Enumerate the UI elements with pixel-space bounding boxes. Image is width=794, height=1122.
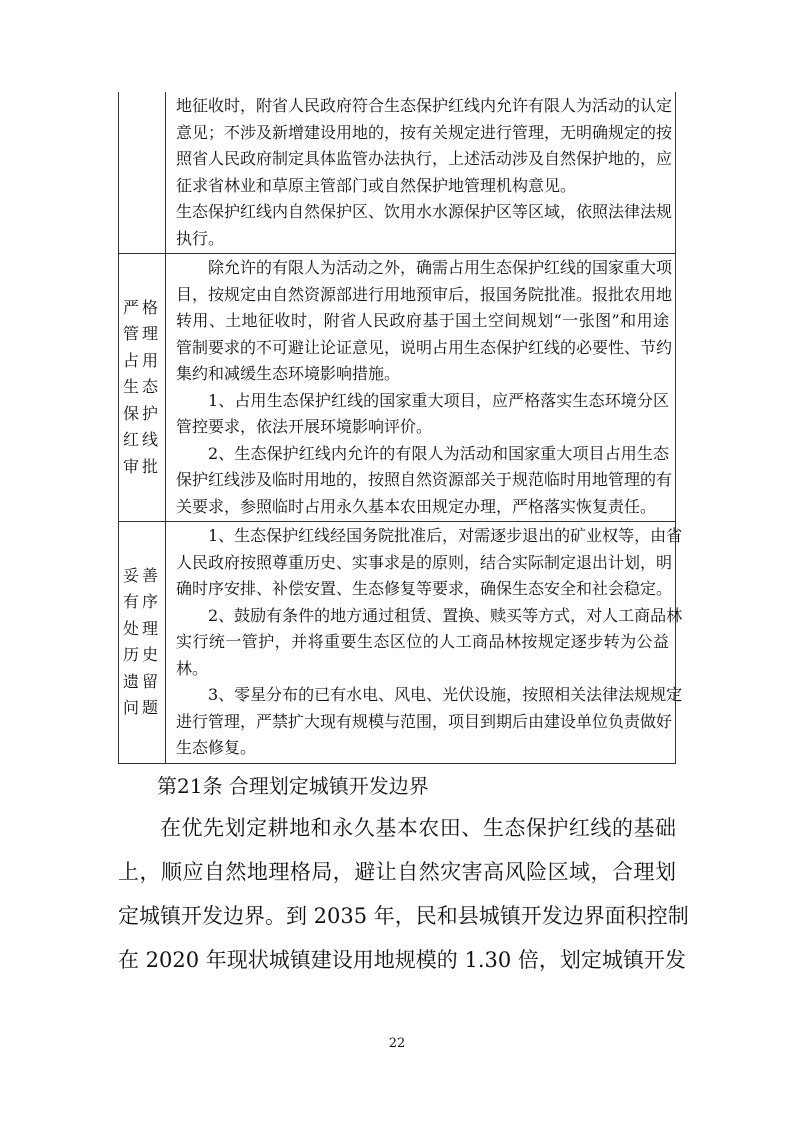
content-line: 生态保护红线内自然保护区、饮用水水源保护区等区域，依照法律法规: [176, 202, 673, 221]
policy-table: [118, 92, 683, 764]
content-line: 执行。: [176, 228, 225, 248]
page-content: [118, 92, 689, 982]
body-line: 上，顺应自然地理格局，避让自然灾害高风险区域，合理划: [118, 859, 676, 884]
content-line: 目，按规定由自然资源部进行用地预审后，报国务院批准。报批农用地: [176, 284, 673, 304]
content-line: 进行管理，严禁扩大现有规模与范围，项目到期后由建设单位负责做好: [176, 711, 673, 731]
body-line: 定城镇开发边界。到 2035 年，民和县城镇开发边界面积控制: [118, 903, 689, 928]
row-label-line: 处理: [122, 618, 161, 638]
row-label-line: 占用: [122, 350, 161, 370]
row-label: [119, 254, 166, 521]
row-label: [119, 522, 166, 763]
content-line: 管制要求的不可避让论证意见，说明占用生态保护红线的必要性、节约: [176, 337, 673, 357]
content-line: 意见；不涉及新增建设用地的，按有关规定进行管理，无明确规定的按: [176, 122, 673, 142]
row-content: [166, 522, 683, 763]
content-line: 保护红线涉及临时用地的，按照自然资源部关于规范临时用地管理的有: [176, 470, 673, 489]
content-line: 2、鼓励有条件的地方通过租赁、置换、赎买等方式，对人工商品林: [208, 605, 683, 625]
content-line: 3、零星分布的已有水电、风电、光伏设施，按照相关法律法规规定: [208, 685, 683, 704]
page-number: 22: [388, 1036, 406, 1051]
table-row: [119, 522, 683, 764]
content-line: 管控要求，依法开展环境影响评价。: [176, 417, 433, 436]
row-label-line: 管理: [122, 324, 161, 344]
row-content: [166, 92, 675, 253]
row-content: [166, 254, 675, 521]
content-line: 1、占用生态保护红线的国家重大项目，应严格落实生态环境分区: [208, 390, 669, 410]
content-line: 除允许的有限人为活动之外，确需占用生态保护红线的国家重大项: [208, 258, 673, 277]
content-line: 2、生态保护红线内允许的有限人为活动和国家重大项目占用生态: [208, 443, 669, 463]
content-line: 征求省林业和草原主管部门或自然保护地管理机构意见。: [176, 175, 577, 195]
content-line: 关要求，参照临时占用永久基本农田规定办理，严格落实恢复责任。: [176, 496, 657, 516]
content-line: 地征收时，附省人民政府符合生态保护红线内允许有限人为活动的认定: [176, 96, 673, 115]
row-label-line: 严格: [122, 297, 161, 317]
row-label-line: 遗留: [122, 671, 161, 691]
content-line: 照省人民政府制定具体监管办法执行，上述活动涉及自然保护地的，应: [176, 149, 673, 168]
body-line: 在优先划定耕地和永久基本农田、生态保护红线的基础: [160, 815, 676, 840]
section-heading: 第21条 合理划定城镇开发边界: [157, 773, 429, 798]
row-label-line: 生态: [122, 377, 161, 397]
content-line: 实行统一管护，并将重要生态区位的人工商品林按规定逐步转为公益: [176, 632, 669, 651]
row-label-line: 历史: [122, 645, 161, 665]
row-label-line: 红线: [122, 430, 161, 450]
content-line: 人民政府按照尊重历史、实事求是的原则，结合实际制定退出计划，明: [176, 552, 673, 572]
row-label-line: 保护: [122, 403, 161, 423]
content-line: 1、生态保护红线经国务院批准后，对需逐步退出的矿业权等，由省: [208, 526, 683, 545]
content-line: 转用、土地征收时，附省人民政府基于国土空间规划“一张图”和用途: [176, 311, 669, 330]
row-label: [119, 92, 166, 253]
row-label-line: 有序: [122, 592, 161, 612]
body-text: [118, 806, 689, 982]
row-label-line: 审批: [122, 456, 161, 476]
row-label-line: 问题: [122, 698, 161, 718]
content-line: 确时序安排、补偿安置、生态修复等要求，确保生态安全和社会稳定。: [176, 579, 673, 598]
content-line: 集约和减缓生态环境影响措施。: [176, 364, 401, 383]
table-row: [119, 254, 675, 522]
table-row: [119, 92, 675, 254]
content-line: 林。: [176, 658, 209, 678]
body-line: 在 2020 年现状城镇建设用地规模的 1.30 倍，划定城镇开发: [118, 947, 686, 972]
row-label-line: 妥善: [122, 565, 161, 585]
content-line: 生态修复。: [176, 738, 257, 757]
